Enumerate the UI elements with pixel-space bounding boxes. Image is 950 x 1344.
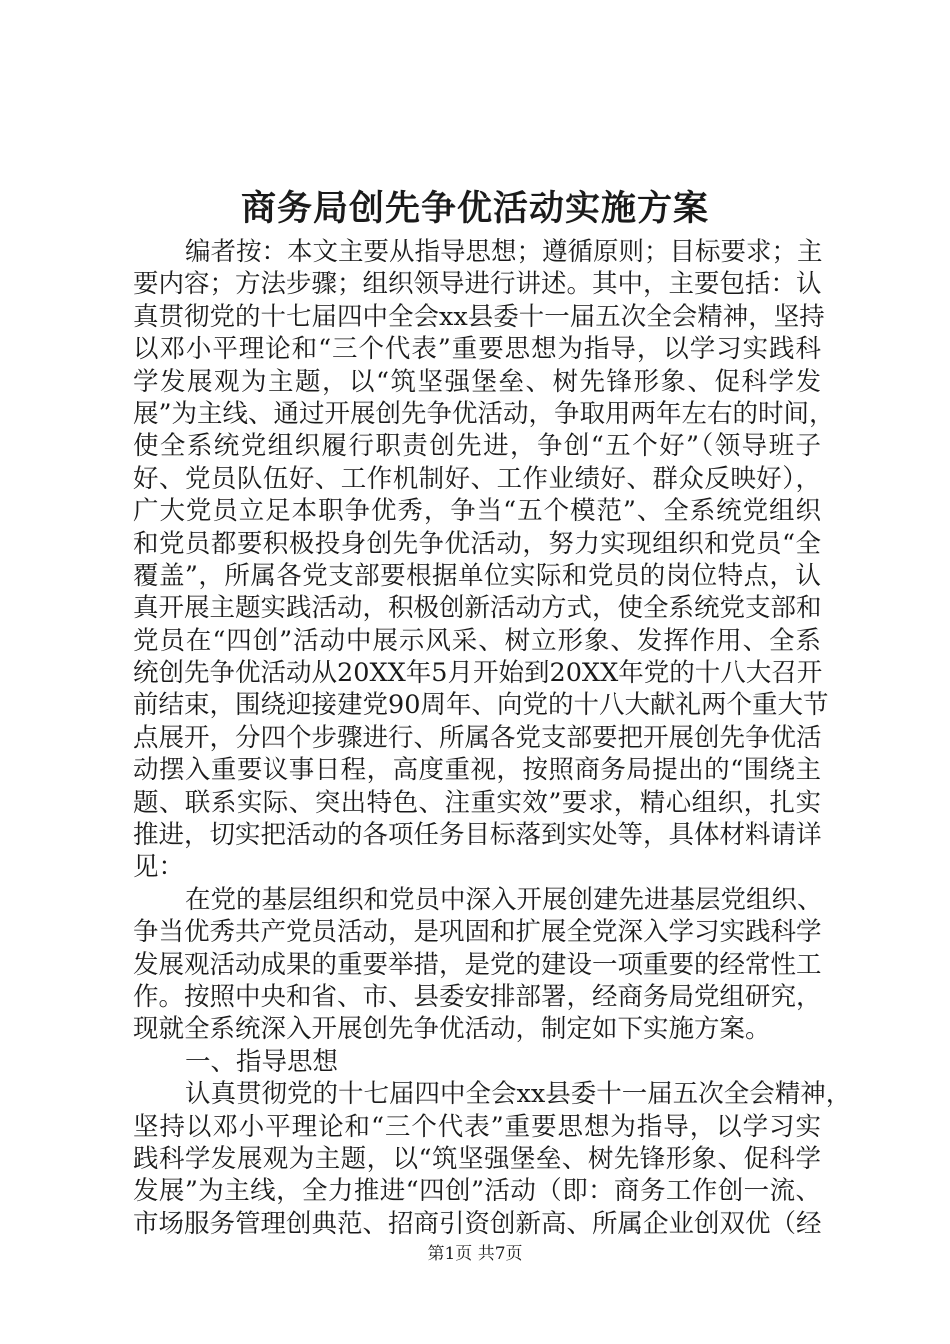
text-line: 和党员都要积极投身创先争优活动，努力实现组织和党员“全 xyxy=(133,528,821,559)
text-line: 好、党员队伍好、工作机制好、工作业绩好、群众反映好）， xyxy=(133,463,821,494)
text-line: 真开展主题实践活动，积极创新活动方式，使全系统党支部和 xyxy=(133,593,822,624)
text-line: 现就全系统深入开展创先争优活动，制定如下实施方案。 xyxy=(133,1014,771,1045)
paragraph xyxy=(133,236,835,884)
text-line: 以邓小平理论和“三个代表”重要思想为指导，以学习实践科 xyxy=(133,334,821,365)
text-line: 市场服务管理创典范、招商引资创新高、所属企业创双优（经 xyxy=(133,1208,822,1239)
text-line: 真贯彻党的十七届四中全会xx县委十一届五次全会精神，坚持 xyxy=(133,301,825,332)
text-line: 前结束，围绕迎接建党90周年、向党的十八大献礼两个重大节 xyxy=(133,690,829,721)
page-footer: 第1页 共7页 xyxy=(427,1244,523,1264)
text-line: 见： xyxy=(133,852,185,883)
document-body xyxy=(133,236,852,1240)
text-line: 学发展观为主题，以“筑坚强堡垒、树先锋形象、促科学发 xyxy=(133,366,821,397)
text-line: 动摆入重要议事日程，高度重视，按照商务局提出的“围绕主 xyxy=(133,755,821,786)
paragraph xyxy=(133,1046,821,1078)
text-line: 认真贯彻党的十七届四中全会xx县委十一届五次全会精神， xyxy=(185,1079,852,1110)
text-line: 编者按：本文主要从指导思想；遵循原则；目标要求；主 xyxy=(185,237,823,267)
text-line: 广大党员立足本职争优秀，争当“五个模范”、全系统党组织 xyxy=(133,496,821,527)
text-line: 统创先争优活动从20XX年5月开始到20XX年党的十八大召开 xyxy=(133,658,823,689)
text-line: 推进，切实把活动的各项任务目标落到实处等，具体材料请详 xyxy=(133,820,822,851)
text-line: 践科学发展观为主题，以“筑坚强堡垒、树先锋形象、促科学 xyxy=(133,1143,821,1174)
text-line: 点展开，分四个步骤进行、所属各党支部要把开展创先争优活 xyxy=(133,722,822,753)
text-line: 发展观活动成果的重要举措，是党的建设一项重要的经常性工 xyxy=(133,949,822,980)
text-line: 题、联系实际、突出特色、注重实效”要求，精心组织，扎实 xyxy=(133,787,821,818)
text-line: 展”为主线、通过开展创先争优活动，争取用两年左右的时间， xyxy=(133,398,835,429)
text-line: 党员在“四创”活动中展示风采、树立形象、发挥作用、全系 xyxy=(133,625,821,656)
paragraph xyxy=(133,884,821,1046)
page-title: 商务局创先争优活动实施方案 xyxy=(240,188,709,229)
text-line: 争当优秀共产党员活动，是巩固和扩展全党深入学习实践科学 xyxy=(133,917,822,948)
text-line: 坚持以邓小平理论和“三个代表”重要思想为指导，以学习实 xyxy=(133,1111,821,1142)
text-line: 一、指导思想 xyxy=(185,1046,339,1077)
text-line: 覆盖”，所属各党支部要根据单位实际和党员的岗位特点，认 xyxy=(133,560,821,591)
text-line: 发展”为主线，全力推进“四创”活动（即：商务工作创一流、 xyxy=(133,1176,821,1207)
text-line: 要内容；方法步骤；组织领导进行讲述。其中，主要包括：认 xyxy=(133,269,822,300)
paragraph xyxy=(133,1078,852,1240)
text-line: 作。按照中央和省、市、县委安排部署，经商务局党组研究， xyxy=(133,981,822,1012)
text-line: 使全系统党组织履行职责创先进，争创“五个好”（领导班子 xyxy=(133,431,821,462)
text-line: 在党的基层组织和党员中深入开展创建先进基层党组织、 xyxy=(185,884,823,915)
